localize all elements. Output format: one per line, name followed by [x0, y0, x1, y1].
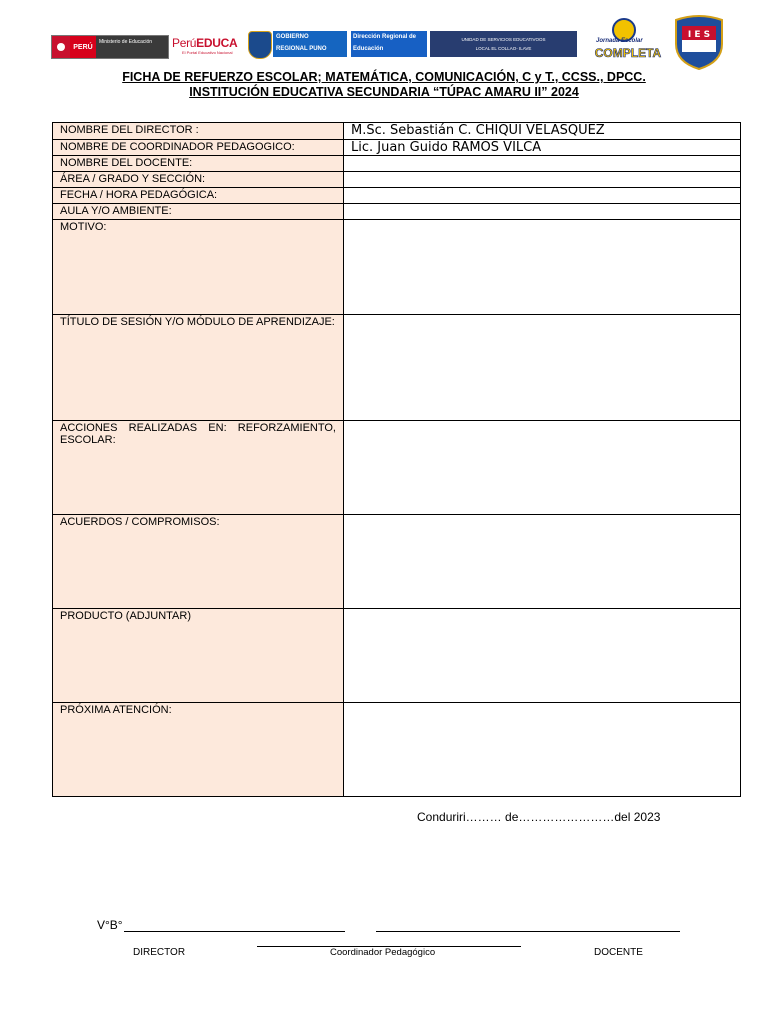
form-field-teacher[interactable]	[345, 156, 740, 171]
ministry-name: Ministerio de Educación	[99, 39, 153, 45]
ugel-logo	[430, 31, 577, 57]
peru-emblem-icon	[52, 36, 70, 58]
form-field-agreements[interactable]	[345, 515, 740, 608]
educa-tagline: El Portal Educativo Nacional	[182, 50, 233, 55]
form-label: ACUERDOS / COMPROMISOS:	[53, 515, 344, 608]
form-row-classroom	[53, 204, 740, 220]
crest-letters: I E S	[687, 30, 711, 40]
form-field-area-grade[interactable]	[345, 172, 740, 187]
form-field-product[interactable]	[345, 609, 740, 702]
form-field-motive[interactable]	[345, 220, 740, 314]
vb-label: V°B°	[97, 918, 123, 932]
form-field-director[interactable]: M.Sc. Sebastián C. CHIQUI VELASQUEZ	[351, 123, 605, 138]
form-label: TÍTULO DE SESIÓN Y/O MÓDULO DE APRENDIZAJE:	[53, 315, 344, 420]
form-row-next-attention	[53, 703, 740, 796]
form-label: ÁREA / GRADO Y SECCIÓN:	[53, 172, 344, 187]
form-row-area-grade	[53, 172, 740, 188]
form-label: MOTIVO:	[53, 220, 344, 314]
form-field-actions[interactable]	[345, 421, 740, 514]
form-field-coordinator[interactable]: Lic. Juan Guido RAMOS VILCA	[351, 140, 542, 155]
form-field-next-attention[interactable]	[345, 703, 740, 796]
gobierno-regional-logo	[273, 31, 347, 57]
header-logos	[0, 0, 768, 72]
reinforcement-form	[52, 122, 741, 797]
educa-prefix: Perú	[172, 36, 197, 50]
school-crest-icon	[672, 14, 726, 70]
form-row-product	[53, 609, 740, 703]
puno-shield-icon	[248, 31, 272, 59]
form-row-agreements	[53, 515, 740, 609]
signature-label-teacher: DOCENTE	[594, 947, 643, 958]
jornada-escolar-completa-logo	[594, 18, 662, 64]
place-date-line: Conduriri……… de……………………del 2023	[417, 810, 661, 824]
signature-line-director[interactable]	[124, 931, 345, 932]
form-field-date-hour[interactable]	[345, 188, 740, 203]
direccion-line-1: Dirección Regional de	[353, 34, 417, 40]
form-field-classroom[interactable]	[345, 204, 740, 219]
form-row-actions	[53, 421, 740, 515]
gobierno-line-1: GOBIERNO	[276, 34, 309, 40]
form-row-teacher	[53, 156, 740, 172]
educa-name: EDUCA	[196, 36, 238, 50]
direccion-line-2: Educación	[353, 46, 384, 52]
form-row-motive	[53, 220, 740, 315]
form-label: PRÓXIMA ATENCIÓN:	[53, 703, 344, 796]
peru-ministry-logo	[51, 35, 169, 59]
ugel-line-1: UNIDAD DE SERVICIOS EDUCATIVOOS	[461, 37, 546, 42]
form-label: PRODUCTO (ADJUNTAR)	[53, 609, 344, 702]
form-title: FICHA DE REFUERZO ESCOLAR; MATEMÁTICA, COMUNICACIÓN, C y T., CCSS., DPCC.	[122, 70, 646, 84]
ugel-line-2: LOCAL EL COLLAO- ILAVE	[475, 46, 532, 51]
form-label: NOMBRE DE COORDINADOR PEDAGOGICO:	[53, 140, 344, 155]
peru-educa-logo	[172, 28, 244, 58]
form-field-session-title[interactable]	[345, 315, 740, 420]
signature-label-coordinator: Coordinador Pedagógico	[330, 947, 436, 958]
form-row-session-title	[53, 315, 740, 421]
jec-word: COMPLETA	[594, 46, 662, 60]
signature-line-teacher[interactable]	[376, 931, 680, 932]
jec-top-text: Jornada Escolar	[596, 38, 643, 44]
form-label: AULA Y/O AMBIENTE:	[53, 204, 344, 219]
institution-title: INSTITUCIÓN EDUCATIVA SECUNDARIA “TÚPAC AMARU II” 2024	[189, 85, 579, 99]
direccion-regional-logo	[351, 31, 427, 57]
form-label: NOMBRE DEL DIRECTOR :	[53, 123, 344, 139]
form-label: NOMBRE DEL DOCENTE:	[53, 156, 344, 171]
form-row-coordinator	[53, 140, 740, 156]
peru-brand: PERÚ	[70, 36, 96, 58]
form-row-director	[53, 123, 740, 140]
form-row-date-hour	[53, 188, 740, 204]
signature-label-director: DIRECTOR	[133, 947, 186, 958]
form-label: FECHA / HORA PEDAGÓGICA:	[53, 188, 344, 203]
form-label: ACCIONES REALIZADAS EN: REFORZAMIENTO, ESCOLAR:	[53, 421, 344, 514]
gobierno-line-2: REGIONAL PUNO	[276, 46, 327, 52]
